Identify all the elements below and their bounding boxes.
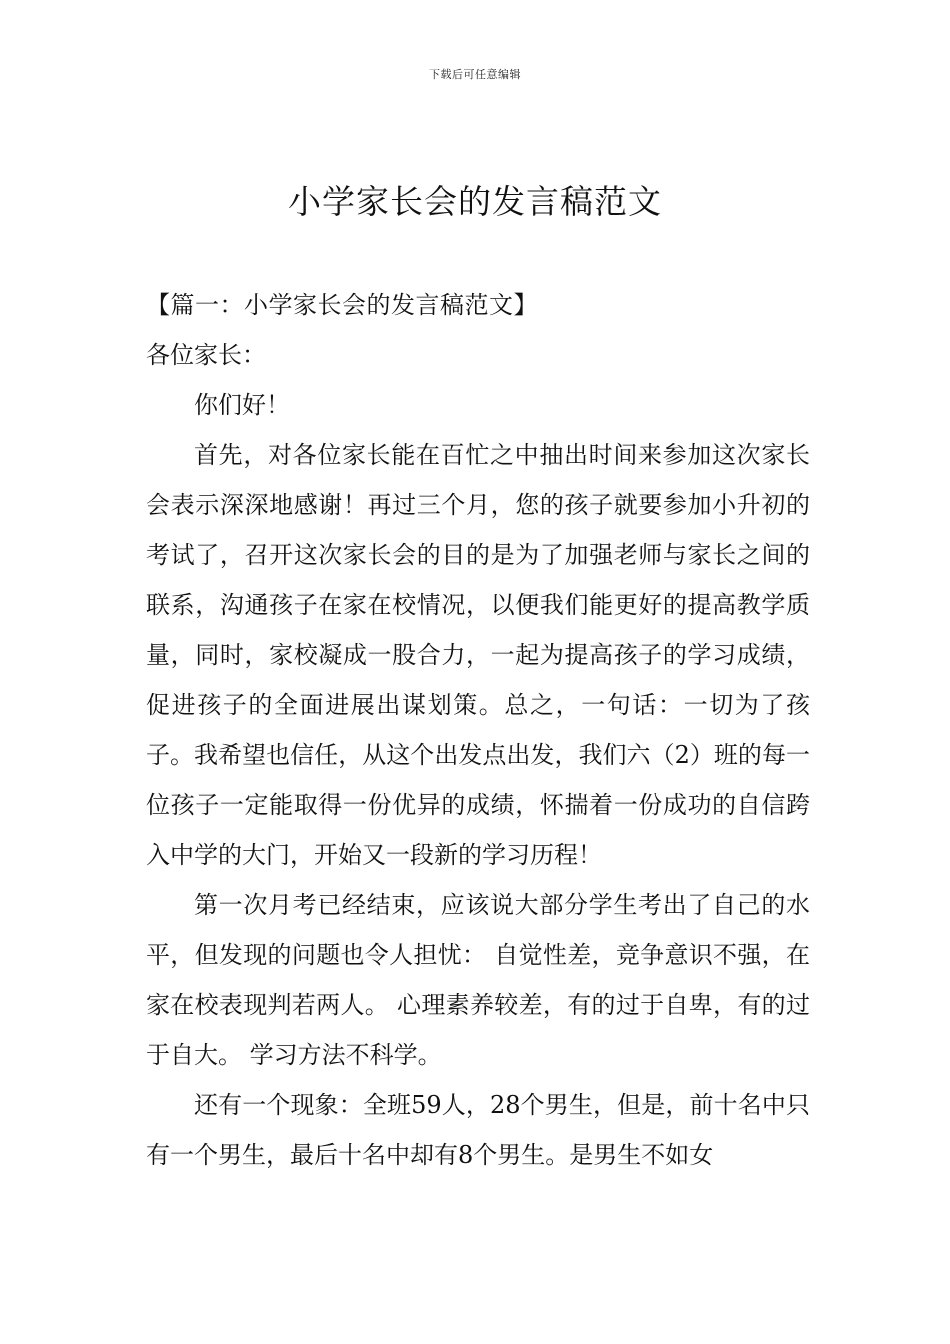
body-paragraph-1: 首先，对各位家长能在百忙之中抽出时间来参加这次家长会表示深深地感谢！再过三个月，您的孩子就要参加小升初的考试了，召开这次家长会的目的是为了加强老师与家长之间的联系，沟通孩子在家在校情况，以便我们能更好的提高教学质量，同时，家校凝成一股合力，一起为提高孩子的学习成绩，促进孩子的全面进展出谋划策。总之，一句话：一切为了孩子。我希望也信任，从这个出发点出发，我们六（2）班的每一位孩子一定能取得一份优异的成绩，怀揣着一份成功的自信跨入中学的大门，开始又一段新的学习历程！ [146, 441, 810, 869]
header-note: 下载后可任意编辑 [429, 68, 521, 81]
document-title: 小学家长会的发言稿范文 [288, 182, 662, 221]
greeting: 你们好！ [194, 391, 290, 419]
salutation: 各位家长： [146, 341, 266, 369]
body-paragraph-3: 还有一个现象：全班59人，28个男生，但是，前十名中只有一个男生，最后十名中却有8个男生。是男生不如女 [146, 1091, 810, 1169]
body-paragraph-2: 第一次月考已经结束，应该说大部分学生考出了自己的水平，但发现的问题也令人担忧： 自觉性差，竞争意识不强，在家在校表现判若两人。 心理素养较差，有的过于自卑，有的过于自大。 学习方法不科学。 [146, 891, 810, 1069]
document-body [146, 280, 810, 1180]
section-heading: 【篇一：小学家长会的发言稿范文】 [146, 291, 538, 319]
